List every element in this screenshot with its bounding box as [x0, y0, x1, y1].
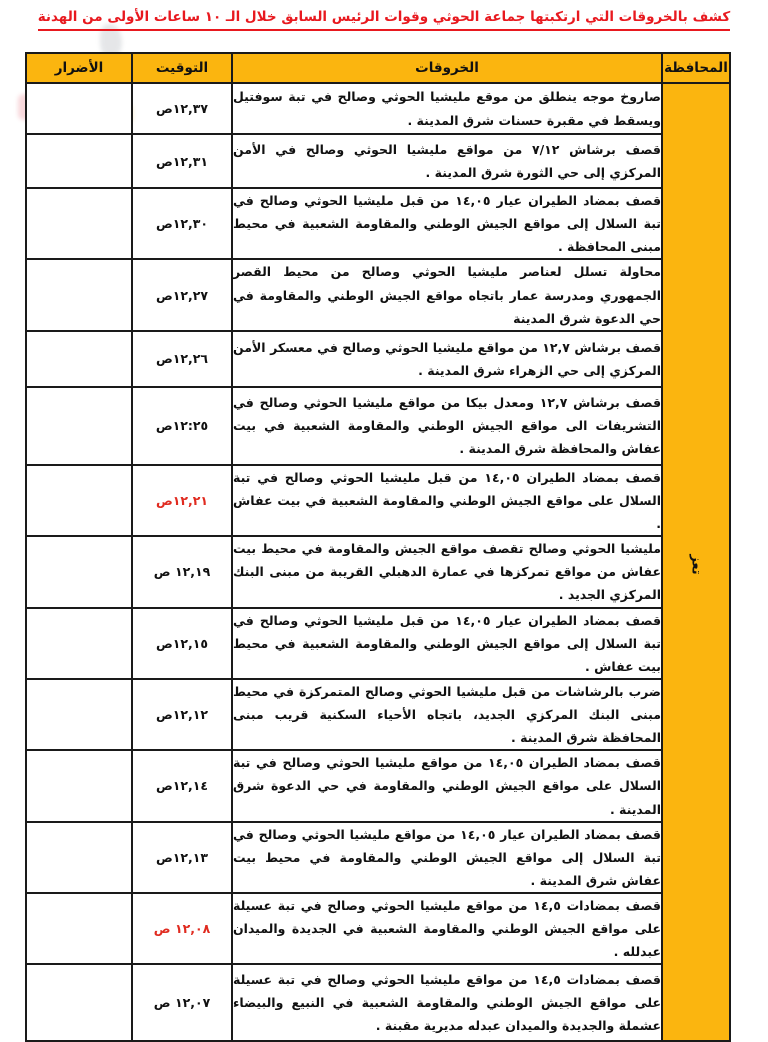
table-row — [26, 536, 730, 607]
violation-cell: قصف برشاش ٧/١٢ من مواقع مليشيا الحوثي وصالح في الأمن المركزي إلى حي الثورة شرق المدينة . — [232, 134, 662, 188]
header-row — [26, 53, 730, 83]
damages-cell — [26, 387, 132, 465]
time-cell: ١٢,٢١ص — [132, 465, 232, 536]
table-row — [26, 608, 730, 679]
damages-cell — [26, 331, 132, 387]
violations-table — [25, 52, 731, 1042]
damages-cell — [26, 822, 132, 893]
time-cell: ١٢:٢٥ص — [132, 387, 232, 465]
damages-cell — [26, 259, 132, 330]
table-row — [26, 465, 730, 536]
violation-cell: مليشيا الحوثي وصالح تقصف مواقع الجيش والمقاومة في محيط بيت عفاش من مواقع تمركزها في عمارة الدهبلي القريبة من مبنى البنك المركزي الجديد . — [232, 536, 662, 607]
time-cell: ١٢,٠٧ ص — [132, 964, 232, 1041]
time-cell: ١٢,٣٧ص — [132, 83, 232, 134]
violation-cell: قصف بمضاد الطيران ١٤,٠٥ من قبل مليشيا الحوثي وصالح في تبة السلال على مواقع الجيش الوطني والمقاومة الشعبية في بيت عفاش . — [232, 465, 662, 536]
table-row — [26, 964, 730, 1041]
damages-cell — [26, 465, 132, 536]
header-damages: الأضرار — [26, 53, 132, 83]
time-cell: ١٢,١٤ص — [132, 750, 232, 821]
damages-cell — [26, 188, 132, 259]
time-cell: ١٢,١٢ص — [132, 679, 232, 750]
time-cell: ١٢,٢٦ص — [132, 331, 232, 387]
damages-cell — [26, 964, 132, 1041]
time-cell: ١٢,٣٠ص — [132, 188, 232, 259]
damages-cell — [26, 893, 132, 964]
header-governorate: المحافظة — [662, 53, 730, 83]
time-cell: ١٢,٠٨ ص — [132, 893, 232, 964]
time-cell: ١٢,٢٧ص — [132, 259, 232, 330]
table-row — [26, 822, 730, 893]
damages-cell — [26, 83, 132, 134]
violation-cell: قصف بمضاد الطيران عيار ١٤,٠٥ من قبل مليشيا الحوثي وصالح في تبة السلال إلى مواقع الجيش الوطني والمقاومة الشعبية في محيط بيت عفاش . — [232, 608, 662, 679]
time-cell: ١٢,١٣ص — [132, 822, 232, 893]
damages-cell — [26, 536, 132, 607]
violation-cell: صاروخ موجه ينطلق من موقع مليشيا الحوثي وصالح في تبة سوفتيل ويسقط في مقبرة حسنات شرق المدينة . — [232, 83, 662, 134]
table-row — [26, 134, 730, 188]
violation-cell: قصف بمضادات ١٤,٥ من مواقع مليشيا الحوثي وصالح في تبة عسيلة على مواقع الجيش الوطني والمقاومة الشعبية في الجديدة والميدان عبدلله . — [232, 893, 662, 964]
title-area — [0, 6, 768, 31]
table-row — [26, 893, 730, 964]
header-violations: الخروقات — [232, 53, 662, 83]
header-time: التوقيت — [132, 53, 232, 83]
violation-cell: ضرب بالرشاشات من قبل مليشيا الحوثي وصالح المتمركزة في محيط مبنى البنك المركزي الجديد، باتجاه الأحياء السكنية قريب مبنى المحافظة شرق المدينة . — [232, 679, 662, 750]
violation-cell: قصف برشاش ١٢,٧ ومعدل بيكا من مواقع مليشيا الحوثي وصالح في التشريفات الى مواقع الجيش الوطني والمقاومة الشعبية في بيت عفاش والمحافظة شرق المدينة . — [232, 387, 662, 465]
time-cell: ١٢,٣١ص — [132, 134, 232, 188]
violation-cell: قصف برشاش ١٢,٧ من مواقع مليشيا الحوثي وصالح في معسكر الأمن المركزي إلى حي الزهراء شرق المدينة . — [232, 331, 662, 387]
document-title: كشف بالخروقات التي ارتكبتها جماعة الحوثي وقوات الرئيس السابق خلال الـ ١٠ ساعات الأولى من الهدنة — [38, 9, 731, 31]
violation-cell: محاولة تسلل لعناصر مليشيا الحوثي وصالح من محيط القصر الجمهوري ومدرسة عمار باتجاه مواقع الجيش الوطني والمقاومة في حي الدعوة شرق المدينة — [232, 259, 662, 330]
time-cell: ١٢,١٩ ص — [132, 536, 232, 607]
damages-cell — [26, 134, 132, 188]
damages-cell — [26, 679, 132, 750]
table-row — [26, 387, 730, 465]
violation-cell: قصف بمضاد الطيران عيار ١٤,٠٥ من مواقع مليشيا الحوثي وصالح في تبة السلال إلى مواقع الجيش الوطني والمقاومة في محيط بيت عفاش شرق المدينة . — [232, 822, 662, 893]
damages-cell — [26, 608, 132, 679]
violation-cell: قصف بمضادات ١٤,٥ من مواقع مليشيا الحوثي وصالح في تبة عسيلة على مواقع الجيش الوطني والمقاومة الشعبية في النبيع والبيضاء عشملة والجديدة والميدان عبدله مديرية مقبنة . — [232, 964, 662, 1041]
time-cell: ١٢,١٥ص — [132, 608, 232, 679]
governorate-label: تعز — [688, 554, 704, 575]
table-row — [26, 679, 730, 750]
table-row — [26, 83, 730, 134]
table-row — [26, 331, 730, 387]
table-row — [26, 750, 730, 821]
damages-cell — [26, 750, 132, 821]
governorate-cell — [662, 83, 730, 1041]
violation-cell: قصف بمضاد الطيران ١٤,٠٥ من مواقع مليشيا الحوثي وصالح في تبة السلال على مواقع الجيش الوطني والمقاومة في حي الدعوة شرق المدينة . — [232, 750, 662, 821]
table-row — [26, 259, 730, 330]
violation-cell: قصف بمضاد الطيران عيار ١٤,٠٥ من قبل مليشيا الحوثي وصالح في تبة السلال إلى مواقع الجيش الوطني والمقاومة الشعبية في محيط مبنى المحافظة . — [232, 188, 662, 259]
table-row — [26, 188, 730, 259]
